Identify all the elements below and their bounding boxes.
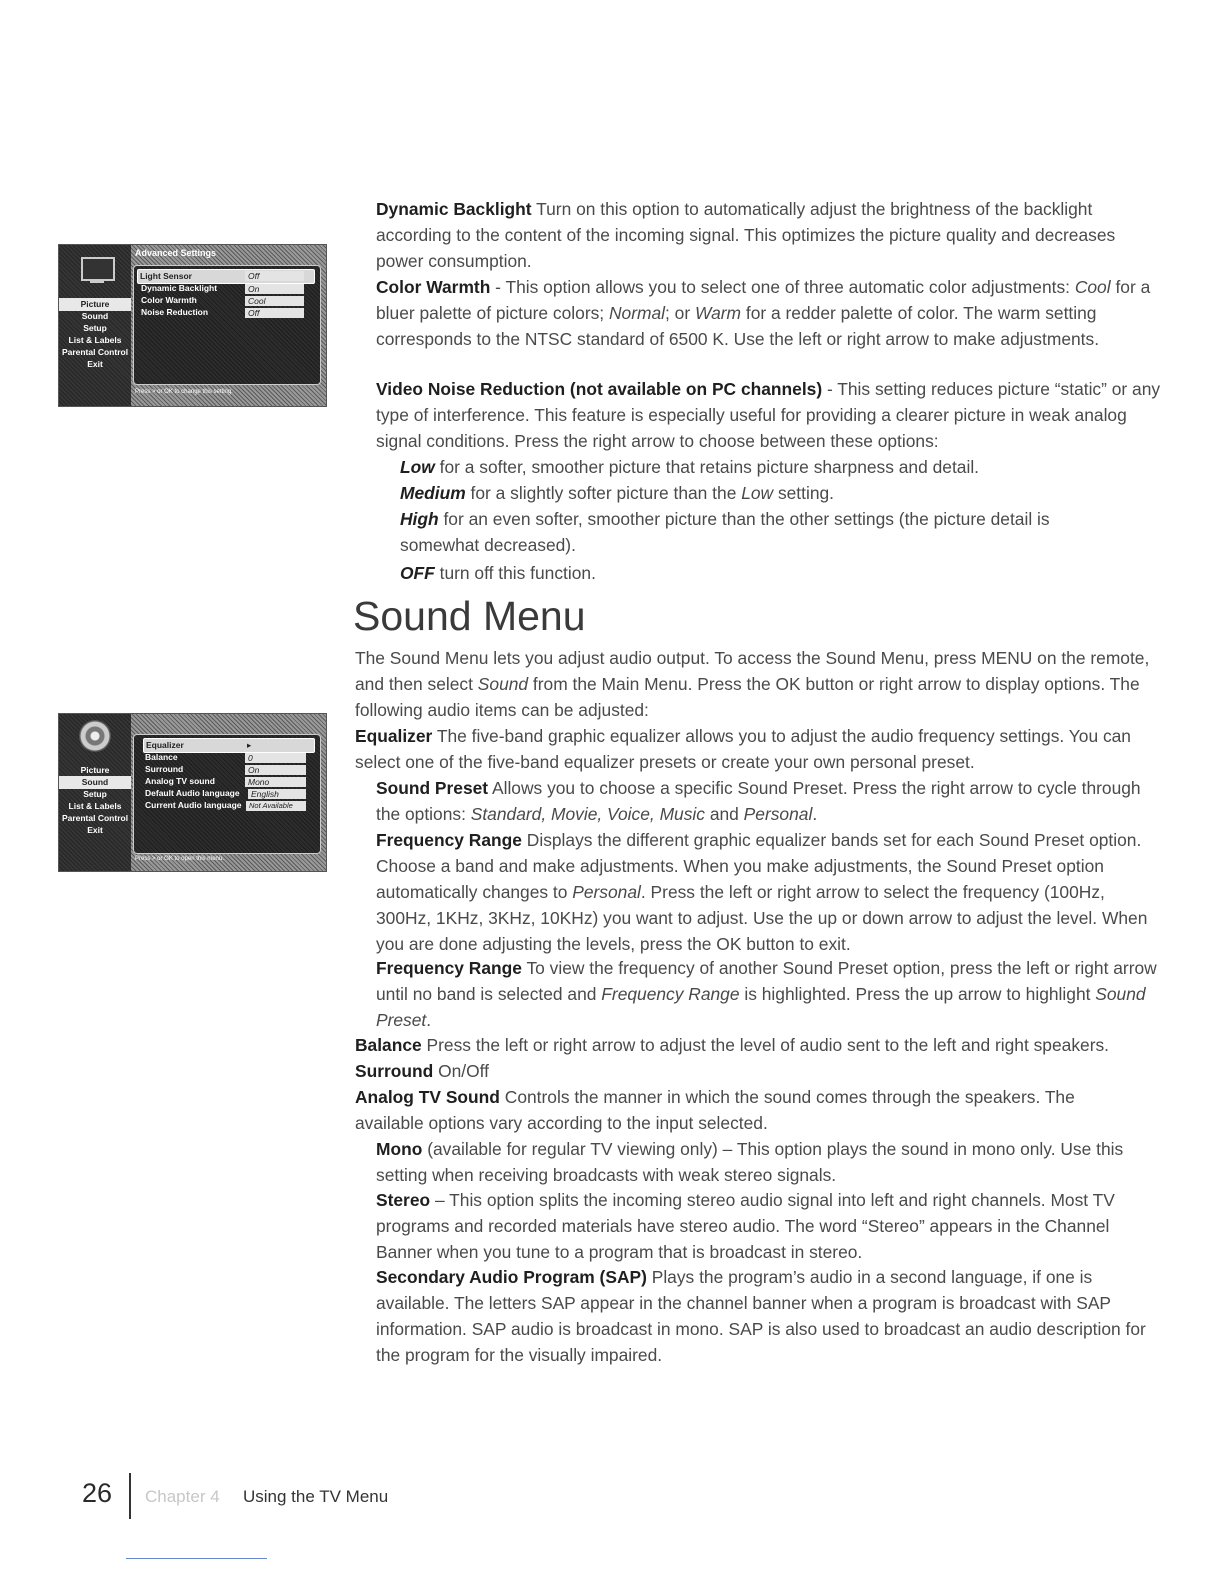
footer-rule xyxy=(126,1558,267,1559)
paragraph-dynamic-backlight xyxy=(376,196,1166,274)
body-frequency-range-1-a: Displays the different graphic equalizer bands set for each Sound Preset option. Choose a band and make adjustments. When you make adjustments, the Sound Preset option automatically changes to xyxy=(376,830,1142,902)
body-color-warmth-d: for a redder palette of color. The warm setting corresponds to the NTSC standard of 6500 K. Use the left or right arrow to make adjustments. xyxy=(376,303,1100,349)
row-dynamic-backlight: Dynamic Backlight xyxy=(141,283,218,293)
term-frequency-range-2: Frequency Range xyxy=(376,958,522,978)
body-sap: Plays the program’s audio in a second language, if one is available. The letters SAP appear in the channel banner when a program is broadcast with SAP information. SAP audio is broadcast in mono. SAP is also used to broadcast an audio description for the program for the visually impaired. xyxy=(376,1267,1146,1365)
body-sound-preset-end: . xyxy=(812,804,818,824)
option-high xyxy=(400,506,1100,558)
medium-low-ref: Low xyxy=(741,483,774,503)
value-surround: On xyxy=(245,765,306,775)
term-balance: Balance xyxy=(355,1035,422,1055)
section-heading-sound-menu: Sound Menu xyxy=(353,593,586,639)
body-sound-preset-and: and xyxy=(704,804,744,824)
value-analog-tv-sound: Mono xyxy=(245,777,306,787)
advanced-settings-screenshot xyxy=(58,244,327,407)
body-frequency-range-2-end: . xyxy=(426,1010,432,1030)
value-color-warmth: Cool xyxy=(245,296,304,306)
paragraph-surround xyxy=(355,1058,1155,1084)
body-balance: Press the left or right arrow to adjust the level of audio sent to the left and right speakers. xyxy=(421,1035,1110,1055)
body-analog-tv-sound: Controls the manner in which the sound comes through the speakers. The available options vary according to the input selected. xyxy=(355,1087,1075,1133)
nav-setup: Setup xyxy=(83,789,107,799)
option-warm: Warm xyxy=(694,303,742,323)
term-mono: Mono xyxy=(376,1139,423,1159)
osd-hint: Press > or OK to open this menu. xyxy=(135,856,224,862)
footer-title: Using the TV Menu xyxy=(243,1487,389,1506)
value-noise-reduction: Off xyxy=(245,308,304,318)
intro-a: The Sound Menu lets you adjust audio output. To access the Sound Menu, press MENU on the remote, and then select xyxy=(355,648,1150,694)
body-video-noise-reduction: - This setting reduces picture “static” or any type of interference. This feature is especially useful for providing a clearer picture in weak analog signal conditions. Press the right arrow to choose between these options: xyxy=(376,379,1161,451)
value-default-audio-language: English xyxy=(248,789,306,799)
term-high: High xyxy=(400,509,439,529)
paragraph-equalizer xyxy=(355,723,1155,775)
nav-list-labels: List & Labels xyxy=(68,801,122,811)
paragraph-analog-tv-sound xyxy=(355,1084,1135,1136)
nav-sound: Sound xyxy=(81,311,109,321)
paragraph-sound-intro xyxy=(355,645,1155,723)
body-medium-b: setting. xyxy=(773,483,835,503)
term-video-noise-reduction: Video Noise Reduction (not available on PC channels) xyxy=(376,379,823,399)
frequency-range-2-sp: Sound Preset xyxy=(376,984,1146,1030)
body-frequency-range-2-b: is highlighted. Press the up arrow to highlight xyxy=(739,984,1096,1004)
page-number: 26 xyxy=(82,1478,113,1508)
body-frequency-range-2-a: To view the frequency of another Sound Preset option, press the left or right arrow until no band is selected and xyxy=(376,958,1157,1004)
value-current-audio-language: Not Available xyxy=(246,801,306,811)
term-low: Low xyxy=(400,457,435,477)
paragraph-mono xyxy=(376,1136,1161,1188)
value-dynamic-backlight: On xyxy=(245,284,304,294)
paragraph-color-warmth xyxy=(376,274,1161,352)
footer-divider xyxy=(129,1473,131,1519)
paragraph-frequency-range-1 xyxy=(376,827,1161,957)
speaker-icon xyxy=(79,720,111,752)
term-dynamic-backlight: Dynamic Backlight xyxy=(376,199,532,219)
sound-preset-personal: Personal xyxy=(743,804,813,824)
body-color-warmth-c: ; or xyxy=(665,303,695,323)
nav-list-labels: List & Labels xyxy=(68,335,122,345)
body-off: turn off this function. xyxy=(434,563,596,583)
row-current-audio-language: Current Audio language xyxy=(145,800,242,810)
body-dynamic-backlight: Turn on this option to automatically adjust the brightness of the backlight according to the content of the incoming signal. This optimizes the picture quality and decreases power consumption. xyxy=(376,199,1116,271)
intro-b: from the Main Menu. Press the OK button or right arrow to display options. The following audio items can be adjusted: xyxy=(355,674,1140,720)
paragraph-frequency-range-2 xyxy=(376,955,1161,1033)
value-balance: 0 xyxy=(245,753,306,763)
body-mono: (available for regular TV viewing only) – This option plays the sound in mono only. Use this setting when receiving broadcasts with weak stereo signals. xyxy=(376,1139,1124,1185)
paragraph-video-noise-reduction xyxy=(376,376,1166,454)
nav-exit: Exit xyxy=(87,359,103,369)
body-sound-preset-a: Allows you to choose a specific Sound Preset. Press the right arrow to cycle through the options: xyxy=(376,778,1141,824)
body-low: for a softer, smoother picture that retains picture sharpness and detail. xyxy=(434,457,980,477)
row-light-sensor: Light Sensor xyxy=(137,269,315,284)
nav-parental-control: Parental Control xyxy=(61,813,129,823)
intro-sound: Sound xyxy=(477,674,529,694)
value-equalizer: ▸ xyxy=(247,740,252,750)
row-equalizer: Equalizer xyxy=(143,738,315,753)
paragraph-stereo xyxy=(376,1187,1161,1265)
tv-icon xyxy=(81,257,115,281)
option-cool: Cool xyxy=(1074,277,1111,297)
term-frequency-range-1: Frequency Range xyxy=(376,830,522,850)
body-high: for an even softer, smoother picture than the other settings (the picture detail is somewhat decreased). xyxy=(400,509,1050,555)
option-off xyxy=(400,560,1140,586)
body-frequency-range-1-b: . Press the left or right arrow to select the frequency (100Hz, 300Hz, 1KHz, 3KHz, 10KHz) you want to adjust. Use the up or down arrow to adjust the level. When you are done adjusting the levels, press the OK button to exit. xyxy=(376,882,1148,954)
nav-picture: Picture xyxy=(59,298,131,311)
term-sound-preset: Sound Preset xyxy=(376,778,489,798)
term-surround: Surround xyxy=(355,1061,434,1081)
paragraph-sound-preset xyxy=(376,775,1156,827)
body-stereo: – This option splits the incoming stereo audio signal into left and right channels. Most TV programs and recorded materials have stereo audio. The word “Stereo” appears in the Channel Banner when you tune to a program that is broadcast in stereo. xyxy=(376,1190,1115,1262)
frequency-range-1-personal: Personal xyxy=(572,882,641,902)
term-color-warmth: Color Warmth xyxy=(376,277,491,297)
term-equalizer: Equalizer xyxy=(355,726,433,746)
body-medium-a: for a slightly softer picture than the xyxy=(465,483,742,503)
option-normal: Normal xyxy=(608,303,666,323)
frequency-range-2-fr: Frequency Range xyxy=(601,984,740,1004)
nav-parental-control: Parental Control xyxy=(61,347,129,357)
row-balance: Balance xyxy=(145,752,178,762)
osd-title: Advanced Settings xyxy=(135,248,217,258)
row-analog-tv-sound: Analog TV sound xyxy=(145,776,215,786)
nav-sound: Sound xyxy=(59,776,131,789)
footer-chapter: Chapter 4 xyxy=(145,1487,220,1506)
body-color-warmth-a: - This option allows you to select one of three automatic color adjustments: xyxy=(490,277,1075,297)
nav-picture: Picture xyxy=(80,765,110,775)
option-medium xyxy=(400,480,1140,506)
sound-preset-options: Standard, Movie, Voice, Music xyxy=(470,804,705,824)
tv-icon-stand xyxy=(90,281,104,283)
nav-setup: Setup xyxy=(83,323,107,333)
row-surround: Surround xyxy=(145,764,184,774)
value-light-sensor: Off xyxy=(245,271,304,281)
body-equalizer: The five-band graphic equalizer allows you to adjust the audio frequency settings. You can select one of the five-band equalizer presets or create your own personal preset. xyxy=(355,726,1131,772)
body-surround: On/Off xyxy=(433,1061,489,1081)
sound-menu-screenshot xyxy=(58,713,327,872)
term-sap: Secondary Audio Program (SAP) xyxy=(376,1267,647,1287)
row-noise-reduction: Noise Reduction xyxy=(141,307,209,317)
paragraph-sap xyxy=(376,1264,1161,1368)
term-stereo: Stereo xyxy=(376,1190,431,1210)
option-low xyxy=(400,454,1140,480)
term-off: OFF xyxy=(400,563,435,583)
row-color-warmth: Color Warmth xyxy=(141,295,197,305)
paragraph-balance xyxy=(355,1032,1165,1058)
body-color-warmth-b: for a bluer palette of picture colors; xyxy=(376,277,1151,323)
row-default-audio-language: Default Audio language xyxy=(145,788,240,798)
term-medium: Medium xyxy=(400,483,466,503)
term-analog-tv-sound: Analog TV Sound xyxy=(355,1087,500,1107)
nav-exit: Exit xyxy=(87,825,103,835)
osd-hint: Press > or OK to change this setting. xyxy=(135,389,233,395)
